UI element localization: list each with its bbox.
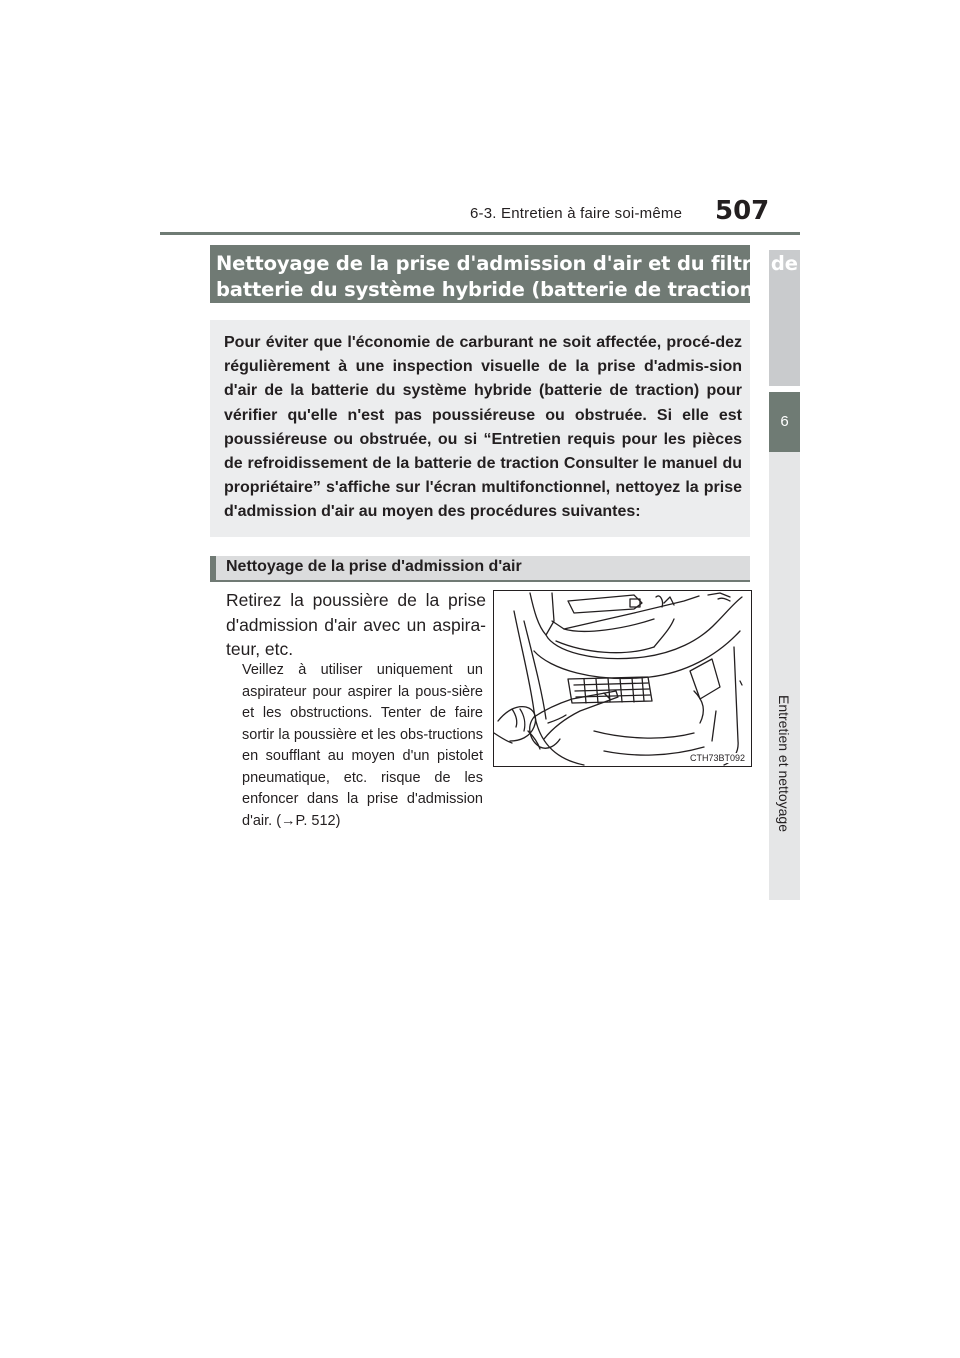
- header-rule: [160, 232, 800, 235]
- intro-box: [210, 320, 750, 537]
- chapter-number-tab: 6: [769, 392, 800, 452]
- illustration: [493, 590, 752, 767]
- instruction-text: Retirez la poussière de la prise d'admission d'air avec un aspira-teur, etc.: [226, 590, 486, 659]
- seat-icon: [514, 593, 742, 765]
- page-number: 507: [715, 196, 770, 226]
- subheading-accent: [210, 556, 216, 582]
- hand-icon: [494, 707, 540, 749]
- subheading: Nettoyage de la prise d'admission d'air: [226, 558, 522, 575]
- intro-text: Pour éviter que l'économie de carburant ne soit affectée, procé-dez régulièrement à une inspection visuelle de la prise d'admis-sion d'air de la batterie du système hybride (batterie de traction) pour vérifier qu'elle n'est pas poussiéreuse ou obstruée. Si elle est poussiéreuse ou obstruée, ou si “Entretien requis pour les pièces de refroidissement de la batterie de traction Consulter le manuel du propriétaire” s'affiche sur l'écran multifonctionnel, nettoyez la prise d'admission d'air au moyen des procédures suivantes:: [224, 334, 742, 521]
- illustration-drawing: [494, 591, 751, 766]
- section-header: 6-3. Entretien à faire soi-même: [470, 205, 683, 222]
- side-tab-bottom: [769, 452, 800, 900]
- page-title-line-1: Nettoyage de la prise d'admission d'air et du filtre de la: [216, 252, 824, 275]
- chapter-title-tab: Entretien et nettoyage: [776, 695, 792, 832]
- note-text: Veillez à utiliser uniquement un aspirateur pour aspirer la pous-sière et les obstructions. Tenter de faire sortir la poussière et les obs-tructions en soufflant au moyen d'un pistolet pneumatique, etc. risque de les enfoncer dans la prise d'admission d'air. (→P. 512): [242, 662, 483, 829]
- page-title: [210, 245, 824, 303]
- page-title-line-2: batterie du système hybride (batterie de traction): [216, 278, 763, 301]
- illustration-code: CTH73BT092: [689, 753, 745, 763]
